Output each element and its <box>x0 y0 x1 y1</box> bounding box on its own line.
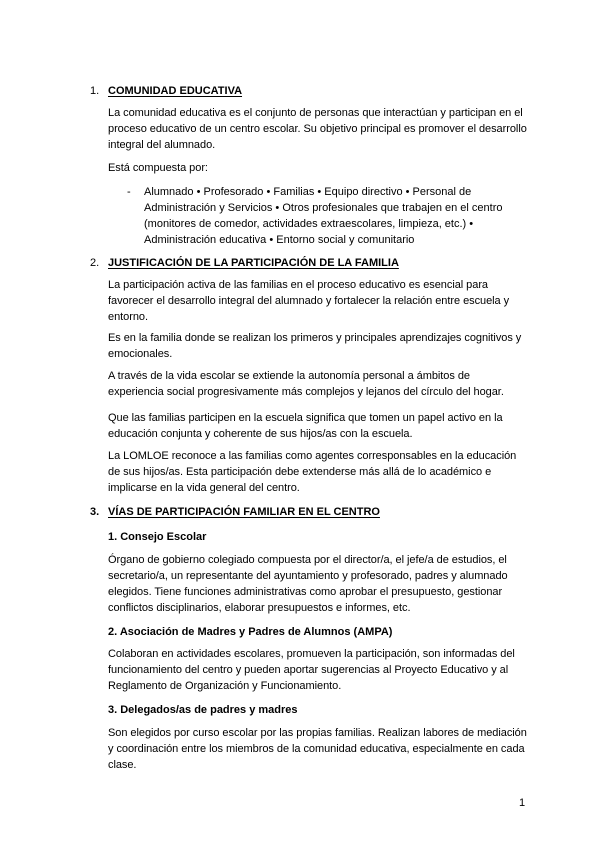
paragraph: Está compuesta por: <box>108 162 208 174</box>
paragraph: Que las familias participen en la escuela significa que tomen un papel activo en la educación conjunta y coherente de sus hijos/as con la escuela. <box>108 412 503 440</box>
paragraph: Órgano de gobierno colegiado compuesta por el director/a, el jefe/a de estudios, el secretario/a, un representante del ayuntamiento y profesorado, padres y alumnado elegidos. Tiene funciones administrativas como aprobar el presupuesto, gestionar conflictos disciplinarios, elaborar presupuestos e informes, etc. <box>108 554 508 614</box>
paragraph: La participación activa de las familias en el proceso educativo es esencial para favorecer el desarrollo integral del alumnado y fortalecer la relación entre escuela y entorno. <box>108 279 510 323</box>
list-marker: - <box>127 186 131 198</box>
section-number: 2. <box>90 257 100 269</box>
subsection-title: 3. Delegados/as de padres y madres <box>108 704 298 716</box>
section-number: 1. <box>90 85 100 97</box>
paragraph: La comunidad educativa es el conjunto de personas que interactúan y participan en el proceso educativo de un centro escolar. Su objetivo principal es promover el desarrollo integral del alumnado. <box>108 107 527 151</box>
section-title: JUSTIFICACIÓN DE LA PARTICIPACIÓN DE LA FAMILIA <box>108 257 399 269</box>
paragraph: Es en la familia donde se realizan los primeros y principales aprendizajes cognitivos y emocionales. <box>108 332 522 360</box>
section-number: 3. <box>90 506 100 518</box>
section-title: COMUNIDAD EDUCATIVA <box>108 85 243 97</box>
page-number: 1 <box>519 797 526 809</box>
paragraph: Colaboran en actividades escolares, promueven la participación, son informadas del funcionamiento del centro y pueden aportar sugerencias al Proyecto Educativo y al Reglamento de Organización y Funcionamiento. <box>108 648 515 692</box>
subsection-title: 2. Asociación de Madres y Padres de Alumnos (AMPA) <box>108 626 393 638</box>
paragraph: La LOMLOE reconoce a las familias como agentes corresponsables en la educación de sus hijos/as. Esta participación debe extenderse más allá de lo académico e implicarse en la vida general del centro. <box>108 450 517 494</box>
paragraph: A través de la vida escolar se extiende la autonomía personal a ámbitos de experiencia social progresivamente más complejos y lejanos del círculo del hogar. <box>108 370 504 398</box>
subsection-title: 1. Consejo Escolar <box>108 531 207 543</box>
section-title: VÍAS DE PARTICIPACIÓN FAMILIAR EN EL CENTRO <box>108 506 380 518</box>
paragraph: Son elegidos por curso escolar por las propias familias. Realizan labores de mediación y coordinación entre los miembros de la comunidad educativa, especialmente en cada clase. <box>108 727 527 771</box>
list-item: Alumnado • Profesorado • Familias • Equipo directivo • Personal de Administración y Servicios • Otros profesionales que trabajen en el centro (monitores de comedor, actividades extraescolares, limpieza, etc.) • Administración educativa • Entorno social y comunitario <box>144 186 503 246</box>
